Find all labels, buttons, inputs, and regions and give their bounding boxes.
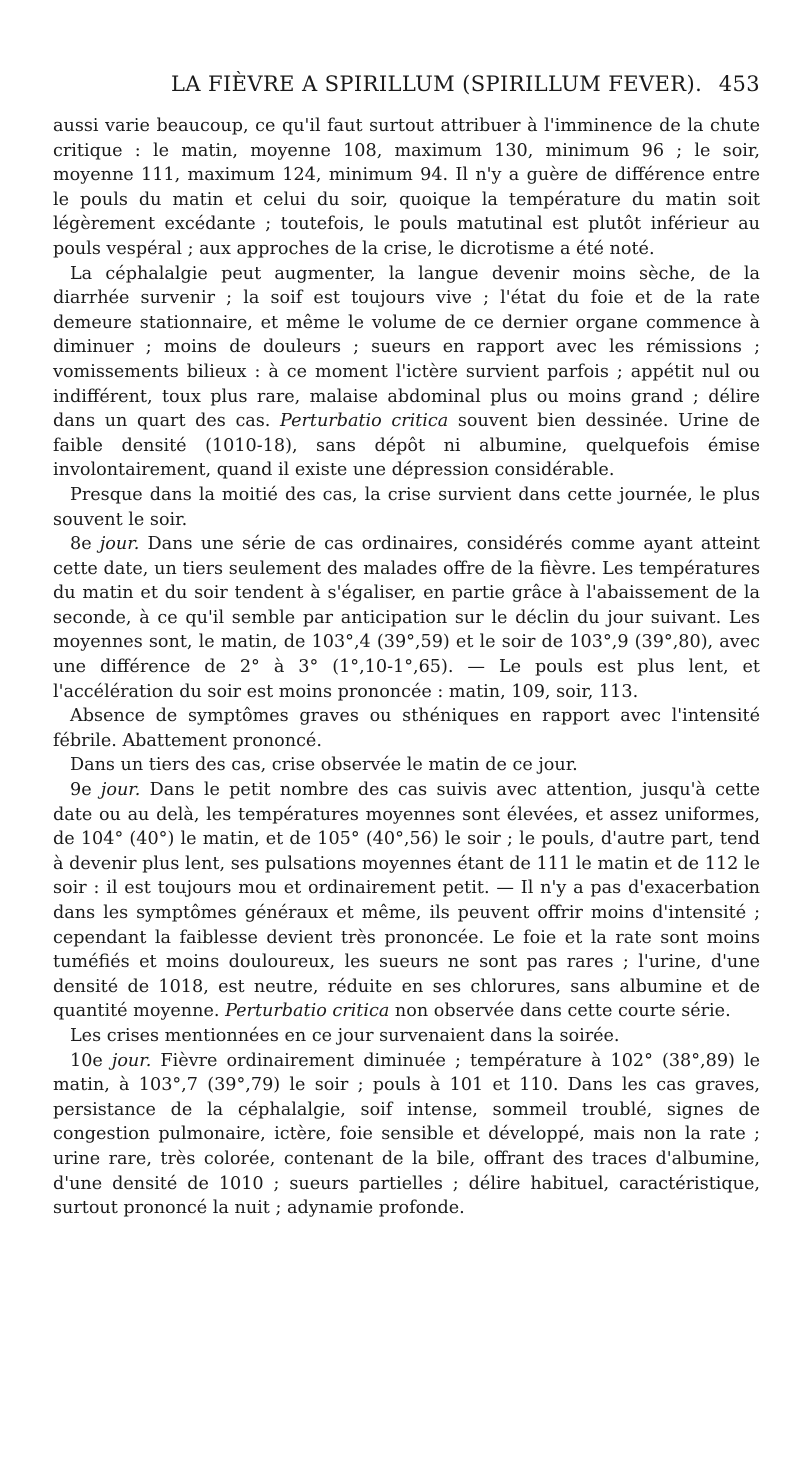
page-number: 453 (718, 72, 760, 96)
paragraph (53, 1024, 760, 1049)
text-run: Dans une série de cas ordinaires, considérés comme ayant atteint cette date, un tiers seulement des malades offre de la fièvre. Les températures du matin et du soir tendent à s'égaliser, en partie grâce à l'abaissement de la seconde, à ce qu'il semble par anticipation sur le déclin du jour suivant. Les moyennes sont, le matin, de 103°,4 (39°,59) et le soir de 103°,9 (39°,80), avec une différence de 2° à 3° (1°,10-1°,65). — Le pouls est plus lent, et l'accélération du soir est moins prononcée : matin, 109, soir, 113. (53, 534, 760, 702)
text-run: Dans le petit nombre des cas suivis avec attention, jusqu'à cette date ou au delà, les températures moyennes sont élevées, et assez uniformes, de 104° (40°) le matin, et de 105° (40°,56) le soir ; le pouls, d'autre part, tend à devenir plus lent, ses pulsations moyennes étant de 111 le matin et de 112 le soir : il est toujours mou et ordinairement petit. — Il n'y a pas d'exacerbation dans les symptômes généraux et même, ils peuvent offrir moins d'intensité ; cependant la faiblesse devient très prononcée. Le foie et la rate sont moins tuméfiés et moins douloureux, les sueurs ne sont pas rares ; l'urine, d'une densité de 1018, est neutre, réduite en ses chlorures, sans albumine et de quantité moyenne. (53, 780, 760, 1022)
paragraph (53, 532, 760, 704)
text-run: La céphalalgie peut augmenter, la langue devenir moins sèche, de la diarrhée survenir ; la soif est toujours vive ; l'état du foie et de la rate demeure stationnaire, et même le volume de ce dernier organe commence à diminuer ; moins de douleurs ; sueurs en rapport avec les rémissions ; vomissements bilieux : à ce moment l'ictère survient parfois ; appétit nul ou indifférent, toux plus rare, malaise abdominal plus ou moins grand ; délire dans un quart des cas. (53, 263, 760, 432)
text-run: 10e (70, 1050, 112, 1071)
body-text (53, 114, 760, 1221)
text-run: souvent bien dessinée. Urine de faible densité (1010-18), sans dépôt ni albumine, quelquefois émise involontairement, quand il existe une dépression considérable. (53, 411, 761, 481)
chapter-title: LA FIÈVRE A SPIRILLUM (SPIRILLUM FEVER). (171, 72, 703, 96)
text-run: non observée dans cette courte série. (389, 1001, 731, 1022)
paragraph (53, 262, 760, 483)
italic-phrase: jour. (111, 1050, 152, 1071)
paragraph (53, 483, 760, 532)
text-run: Presque dans la moitié des cas, la crise survient dans cette journée, le plus souvent le soir. (53, 484, 760, 530)
italic-phrase: Perturbatio critica (280, 411, 449, 432)
text-run: Fièvre ordinairement diminuée ; température à 102° (38°,89) le matin, à 103°,7 (39°,79) le soir ; pouls à 101 et 110. Dans les cas graves, persistance de la céphalalgie, soif intense, sommeil troublé, signes de congestion pulmonaire, ictère, foie sensible et développé, mais non la rate ; urine rare, très colorée, contenant de la bile, offrant des traces d'albumine, d'une densité de 1010 ; sueurs partielles ; délire habituel, caractéristique, surtout prononcé la nuit ; adynamie profonde. (53, 1050, 760, 1219)
text-run: 9e (70, 780, 101, 801)
paragraph (53, 753, 760, 778)
italic-phrase: jour. (100, 780, 141, 801)
italic-phrase: jour. (99, 534, 140, 555)
paragraph (53, 778, 760, 1024)
text-run: 8e (70, 534, 100, 555)
paragraph (53, 704, 760, 753)
text-run: aussi varie beaucoup, ce qu'il faut surtout attribuer à l'imminence de la chute critique : le matin, moyenne 108, maximum 130, minimum 96 ; le soir, moyenne 111, maximum 124, minimum 94. Il n'y a guère de différence entre le pouls du matin et celui du soir, quoique la température du matin soit légèrement excédante ; toutefois, le pouls matutinal est plutôt inférieur au pouls vespéral ; aux approches de la crise, le dicrotisme a été noté. (53, 116, 760, 259)
running-header (53, 72, 760, 108)
italic-phrase: Perturbatio critica (225, 1001, 390, 1022)
text-run: Absence de symptômes graves ou sthéniques en rapport avec l'intensité fébrile. Abattement prononcé. (53, 706, 760, 751)
paragraph (53, 114, 760, 262)
text-run: Les crises mentionnées en ce jour survenaient dans la soirée. (70, 1025, 620, 1046)
text-run: Dans un tiers des cas, crise observée le matin de ce jour. (70, 755, 578, 776)
paragraph (53, 1049, 760, 1221)
